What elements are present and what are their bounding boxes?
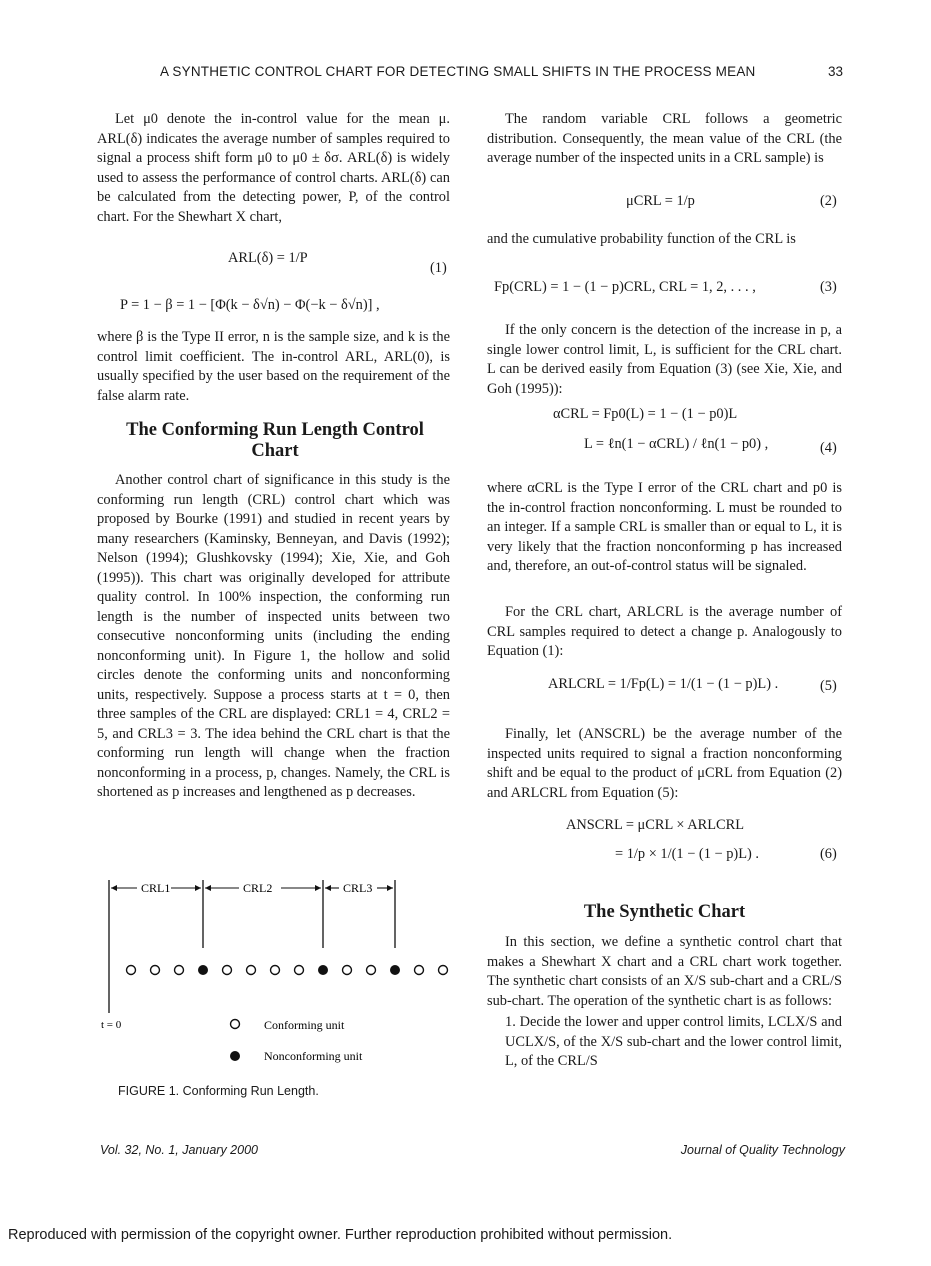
conforming-unit: [247, 966, 256, 975]
footer-journal: Journal of Quality Technology: [680, 1143, 845, 1157]
conforming-unit: [415, 966, 424, 975]
section-heading-synthetic: The Synthetic Chart: [583, 902, 746, 922]
running-title: A SYNTHETIC CONTROL CHART FOR DETECTING SMALL SHIFTS IN THE PROCESS MEAN: [160, 64, 756, 79]
equation-6a: ANSCRL = μCRL × ARLCRL: [566, 817, 745, 833]
figure-1-caption: FIGURE 1. Conforming Run Length.: [118, 1084, 319, 1098]
right-paragraph-4: where αCRL is the Type I error of the CRL chart and p0 is the in-control fraction nonconforming. L must be rounded to an integer. If a sample CRL is smaller than or equal to L, it is very likely that the fraction nonconforming p has increased and, therefore, an out-of-control status will be signaled.: [487, 480, 842, 574]
equation-1-number: (1): [430, 260, 447, 276]
section-heading-crl: The Conforming Run Length Control Chart: [126, 420, 424, 461]
unit-sequence: [127, 965, 448, 975]
page-number: 33: [827, 64, 843, 79]
nonconforming-unit: [318, 965, 328, 975]
footer-volume: Vol. 32, No. 1, January 2000: [100, 1143, 258, 1157]
crl3-arrowhead-right: [387, 885, 393, 891]
crl2-arrowhead-right: [315, 885, 321, 891]
nonconforming-unit: [198, 965, 208, 975]
crl1-label: CRL1: [141, 881, 171, 895]
conforming-unit: [367, 966, 376, 975]
equation-3-number: (3): [820, 279, 837, 295]
equation-4b: L = ℓn(1 − αCRL) / ℓn(1 − p0) ,: [584, 436, 769, 452]
left-paragraph-3: Another control chart of significance in this study is the conforming run length (CRL) control chart which was proposed by Bourke (1991) and studied in recent years by many researchers (Kaminsky, Benneyan, and Davis (1992); Nelson (1994); Glushkovsky (1994); Xie, Xie, and Goh (1995)). This chart was originally developed for attribute quality control. In 100% inspection, the conforming run length is the number of inspected units between two consecutive nonconforming units (including the ending nonconforming unit). In Figure 1, the hollow and solid circles denote the conforming units and nonconforming units, respectively. Suppose a process starts at t = 0, then three samples of the CRL are displayed: CRL1 = 4, CRL2 = 5, and CRL3 = 3. The idea behind the CRL chart is that the conforming run length will change when the fraction nonconforming in a process, p, changes. Namely, the CRL is shortened as p increases and lengthened as p decreases.: [97, 472, 450, 800]
legend-nonconforming-label: Nonconforming unit: [264, 1049, 363, 1063]
equation-1: [228, 250, 308, 267]
right-paragraph-3: If the only concern is the detection of the increase in p, a single lower control limit, L, is sufficient for the CRL chart. L can be derived easily from Equation (3) (see Xie, Xie, and Goh (1995)):: [487, 322, 842, 397]
conforming-unit: [151, 966, 160, 975]
legend-conforming-symbol: [231, 1020, 240, 1029]
numbered-item-1: 1. Decide the lower and upper control limits, LCLX/S and UCLX/S, of the X/S sub-chart and the lower control limit, L, of the CRL/S: [505, 1014, 842, 1069]
equation-1-text: ARL(δ) = 1/P: [228, 250, 308, 266]
left-paragraph-1: Let μ0 denote the in-control value for the mean μ. ARL(δ) indicates the average number of samples required to signal a process shift form μ0 to μ0 ± δσ. ARL(δ) is widely used to assess the performance of control charts. ARL(δ) can be calculated from the detecting power, P, of the control chart. For the Shewhart X chart,: [97, 111, 450, 225]
conforming-unit: [295, 966, 304, 975]
equation-2-number: (2): [820, 193, 837, 209]
right-paragraph-6: Finally, let (ANSCRL) be the average number of the inspected units required to signal a fraction nonconforming shift and be equal to the product of μCRL from Equation (2) and ARLCRL from Equation (5):: [487, 726, 842, 801]
equation-5-number: (5): [820, 678, 837, 694]
crl3-label: CRL3: [343, 881, 373, 895]
t-zero-label: t = 0: [101, 1019, 122, 1031]
equation-2: μCRL = 1/p: [626, 193, 695, 209]
figure-1: [97, 868, 457, 1118]
copyright-notice: Reproduced with permission of the copyright owner. Further reproduction prohibited without permission.: [8, 1227, 673, 1243]
crl1-arrowhead-left: [111, 885, 117, 891]
conforming-unit: [439, 966, 448, 975]
equation-power: P = 1 − β = 1 − [Φ(k − δ√n) − Φ(−k − δ√n)] ,: [120, 297, 380, 313]
legend-nonconforming-symbol: [230, 1051, 240, 1061]
equation-3: Fp(CRL) = 1 − (1 − p)CRL, CRL = 1, 2, . . . ,: [494, 279, 756, 295]
equation-6-number: (6): [820, 846, 837, 862]
equation-4a: αCRL = Fp0(L) = 1 − (1 − p0)L: [553, 406, 738, 422]
crl1-arrowhead-right: [195, 885, 201, 891]
conforming-unit: [223, 966, 232, 975]
legend-conforming-label: Conforming unit: [264, 1018, 345, 1032]
figure-1-diagram: [97, 868, 457, 1083]
right-paragraph-2: and the cumulative probability function of the CRL is: [487, 231, 796, 247]
conforming-unit: [271, 966, 280, 975]
conforming-unit: [127, 966, 136, 975]
right-paragraph-5: For the CRL chart, ARLCRL is the average number of CRL samples required to detect a change p. Analogously to Equation (1):: [487, 604, 842, 659]
right-paragraph-1: The random variable CRL follows a geometric distribution. Consequently, the mean value of the CRL (the average number of the inspected units in a CRL sample) is: [487, 111, 842, 166]
equation-4-number: (4): [820, 440, 837, 456]
conforming-unit: [175, 966, 184, 975]
equation-5: ARLCRL = 1/Fp(L) = 1/(1 − (1 − p)L) .: [548, 676, 779, 692]
crl2-label: CRL2: [243, 881, 273, 895]
conforming-unit: [343, 966, 352, 975]
equation-6b: = 1/p × 1/(1 − (1 − p)L) .: [615, 846, 759, 862]
left-paragraph-2: where β is the Type II error, n is the sample size, and k is the control limit coefficient. The in-control ARL, ARL(0), is usually specified by the user based on the requirement of the false alarm rate.: [97, 329, 450, 404]
right-paragraph-7: In this section, we define a synthetic control chart that makes a Shewhart X chart and a CRL chart work together. The synthetic chart consists of an X/S sub-chart and a CRL/S sub-chart. The operation of the synthetic chart is as follows:: [487, 934, 842, 1009]
nonconforming-unit: [390, 965, 400, 975]
